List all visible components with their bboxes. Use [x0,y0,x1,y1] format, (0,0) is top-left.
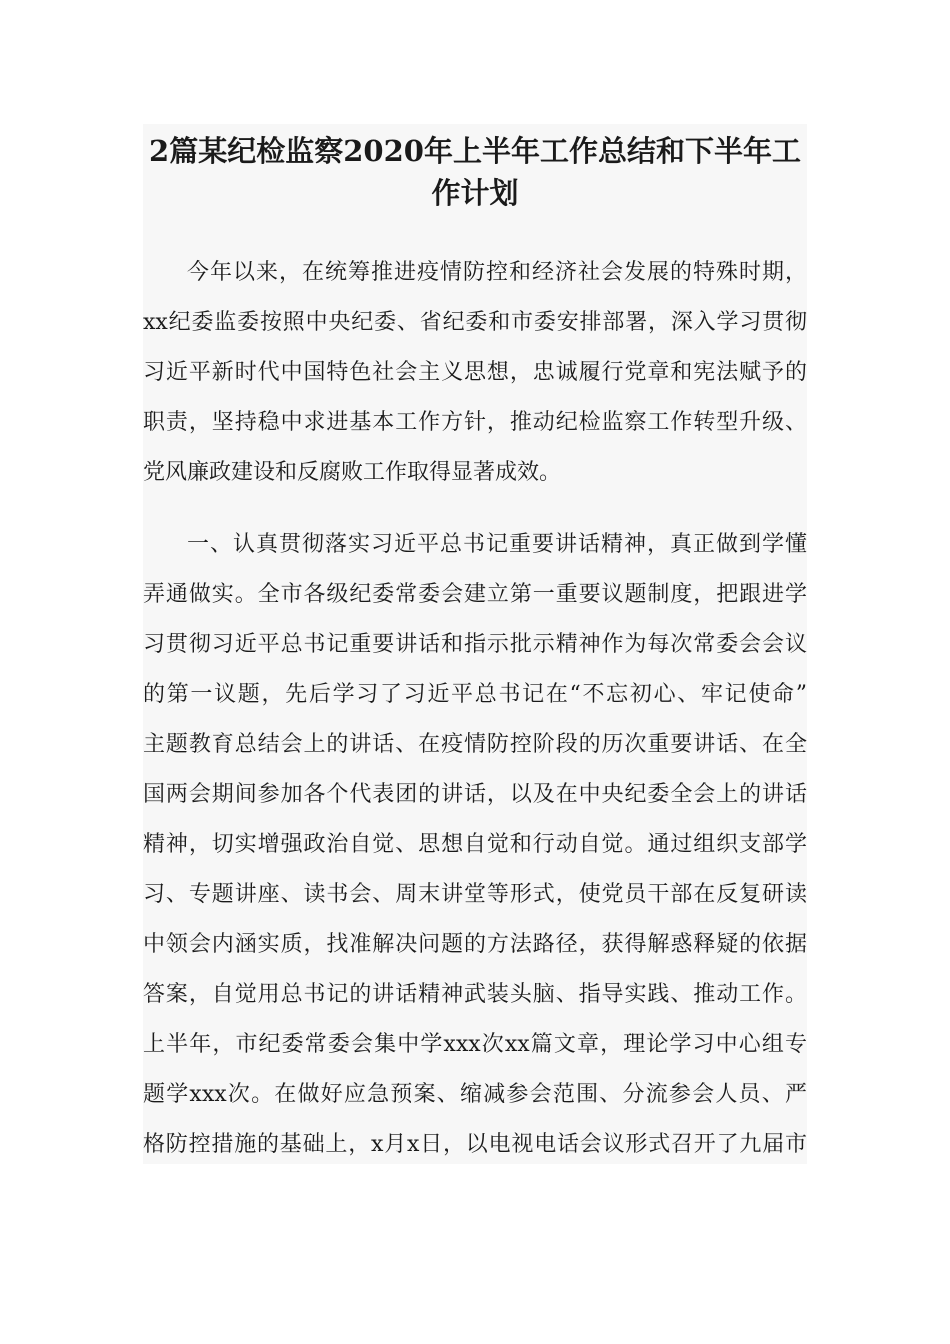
paragraph-line: 国两会期间参加各个代表团的讲话，以及在中央纪委全会上的讲话 [143,782,807,807]
paragraph-line: xx纪委监委按照中央纪委、省纪委和市委安排部署，深入学习贯彻 [143,310,807,335]
paragraph-line: 职责，坚持稳中求进基本工作方针，推动纪检监察工作转型升级、 [143,410,807,435]
paragraph-line: 一、认真贯彻落实习近平总书记重要讲话精神，真正做到学懂 [187,532,807,557]
paragraph-line: 上半年，市纪委常委会集中学xxx次xx篇文章，理论学习中心组专 [143,1032,807,1057]
title-line-1: 2篇某纪检监察2020年上半年工作总结和下半年工 [149,134,801,168]
paragraph-line: 的第一议题，先后学习了习近平总书记在“不忘初心、牢记使命” [143,682,807,707]
paragraph-line: 习贯彻习近平总书记重要讲话和指示批示精神作为每次常委会会议 [143,632,807,657]
paragraph-line: 习、专题讲座、读书会、周末讲堂等形式，使党员干部在反复研读 [143,882,807,907]
paragraph-line: 今年以来，在统筹推进疫情防控和经济社会发展的特殊时期， [187,260,807,285]
paragraph-section-one [143,520,807,1170]
title-line-2: 作计划 [431,176,519,210]
paragraph-line: 党风廉政建设和反腐败工作取得显著成效。 [143,460,562,485]
paragraph-line: 答案，自觉用总书记的讲话精神武装头脑、指导实践、推动工作。 [143,982,807,1007]
paragraph-intro [143,248,807,498]
document-title [143,130,807,214]
paragraph-line: 格防控措施的基础上，x月x日，以电视电话会议形式召开了九届市 [143,1132,807,1157]
paragraph-line: 习近平新时代中国特色社会主义思想，忠诚履行党章和宪法赋予的 [143,360,807,385]
paragraph-line: 中领会内涵实质，找准解决问题的方法路径，获得解惑释疑的依据 [143,932,807,957]
paragraph-line: 题学xxx次。在做好应急预案、缩减参会范围、分流参会人员、严 [143,1082,807,1107]
paragraph-line: 弄通做实。全市各级纪委常委会建立第一重要议题制度，把跟进学 [143,582,807,607]
paragraph-line: 主题教育总结会上的讲话、在疫情防控阶段的历次重要讲话、在全 [143,732,807,757]
paragraph-line: 精神，切实增强政治自觉、思想自觉和行动自觉。通过组织支部学 [143,832,807,857]
